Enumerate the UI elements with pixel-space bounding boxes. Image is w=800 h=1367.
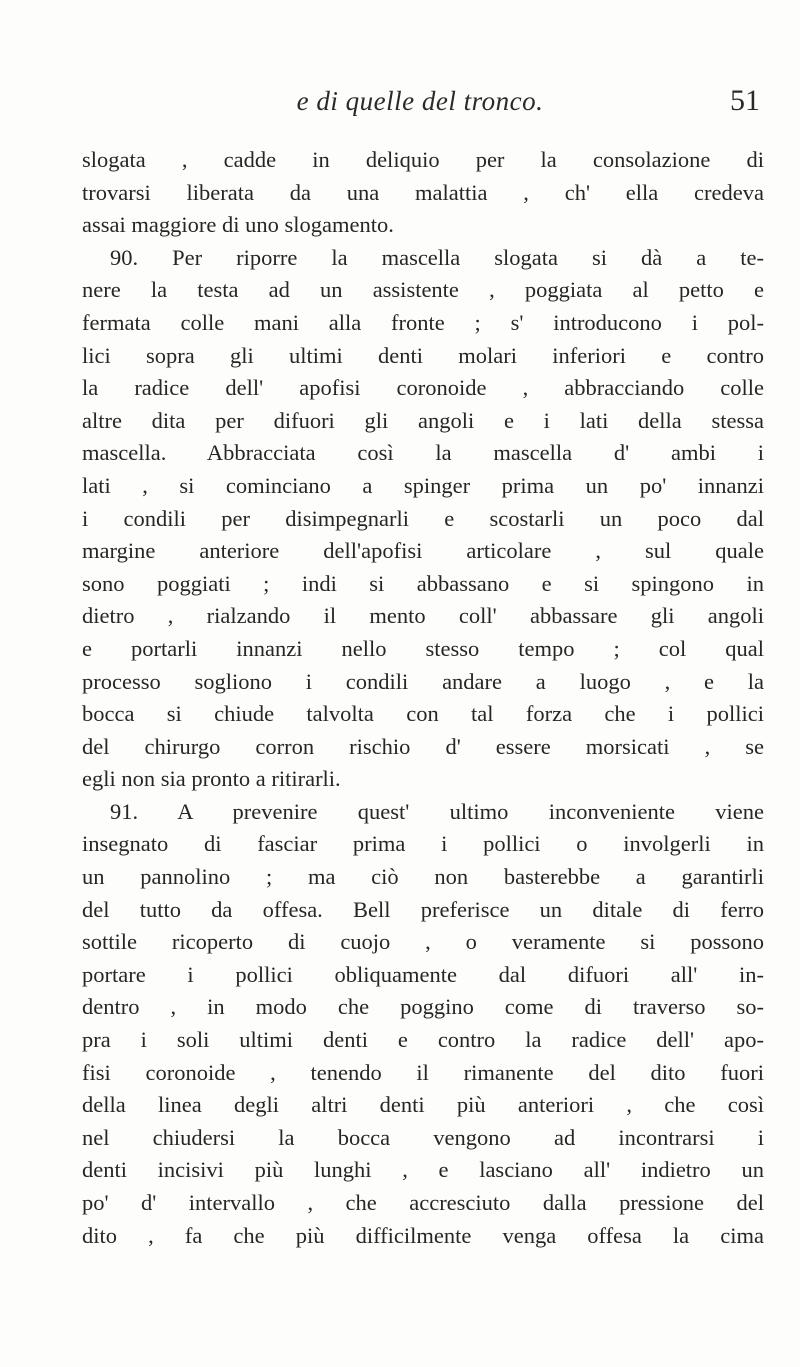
text-line: del tutto da offesa. Bell preferisce un ditale di ferro (82, 896, 764, 922)
text-line: slogata , cadde in deliquio per la consolazione di (82, 147, 764, 172)
text-line: processo sogliono i condili andare a luogo , e la (82, 668, 764, 694)
text-line: bocca si chiude talvolta con tal forza che i pollici (82, 701, 764, 727)
text-line: po' d' intervallo , che accresciuto dalla pressione del (82, 1190, 764, 1215)
text-line: lati , si cominciano a spinger prima un po' innanzi (82, 472, 764, 498)
paragraph-91-start: 91. A prevenire quest' ultimo inconveniente viene (110, 798, 764, 824)
text-line: un pannolino ; ma ciò non basterebbe a garantirli (82, 864, 764, 890)
text-line: dito , fa che più difficilmente venga offesa la cima (82, 1222, 764, 1248)
text-line: egli non sia pronto a ritirarli. (82, 766, 341, 792)
running-head (80, 86, 760, 126)
text-line: fermata colle mani alla fronte ; s' introducono i pol- (82, 309, 764, 335)
text-line: del chirurgo corron rischio d' essere morsicati , se (82, 733, 764, 759)
text-line: i condili per disimpegnarli e scostarli un poco dal (82, 505, 764, 531)
text-line: sono poggiati ; indi si abbassano e si spingono in (82, 570, 764, 596)
text-line: denti incisivi più lunghi , e lasciano all' indietro un (82, 1157, 764, 1183)
text-line: assai maggiore di uno slogamento. (82, 212, 394, 238)
body-text (82, 144, 764, 1252)
text-line: la radice dell' apofisi coronoide , abbracciando colle (82, 375, 764, 401)
paragraph-90-start: 90. Per riporre la mascella slogata si dà a te- (110, 244, 764, 270)
text-line: e portarli innanzi nello stesso tempo ; col qual (82, 635, 764, 661)
text-line: nel chiudersi la bocca vengono ad incontrarsi i (82, 1124, 764, 1150)
text-line: altre dita per difuori gli angoli e i lati della stessa (82, 407, 764, 433)
text-line: portare i pollici obliquamente dal difuori all' in- (82, 961, 764, 987)
text-line: insegnato di fasciar prima i pollici o involgerli in (82, 831, 764, 857)
text-line: sottile ricoperto di cuojo , o veramente si possono (82, 929, 764, 955)
text-line: mascella. Abbracciata così la mascella d' ambi i (82, 440, 764, 466)
text-line: lici sopra gli ultimi denti molari inferiori e contro (82, 342, 764, 368)
text-line: trovarsi liberata da una malattia , ch' ella credeva (82, 179, 764, 205)
text-line: della linea degli altri denti più anteriori , che così (82, 1092, 764, 1118)
text-line: pra i soli ultimi denti e contro la radice dell' apo- (82, 1027, 764, 1053)
text-line: nere la testa ad un assistente , poggiata al petto e (82, 277, 764, 303)
text-line: dentro , in modo che poggino come di traverso so- (82, 994, 764, 1020)
text-line: margine anteriore dell'apofisi articolare , sul quale (82, 538, 764, 564)
text-line: dietro , rialzando il mento coll' abbassare gli angoli (82, 603, 764, 629)
running-title: e di quelle del tronco. (296, 86, 544, 116)
text-line: fisi coronoide , tenendo il rimanente del dito fuori (82, 1059, 764, 1085)
page-number: 51 (730, 84, 760, 117)
